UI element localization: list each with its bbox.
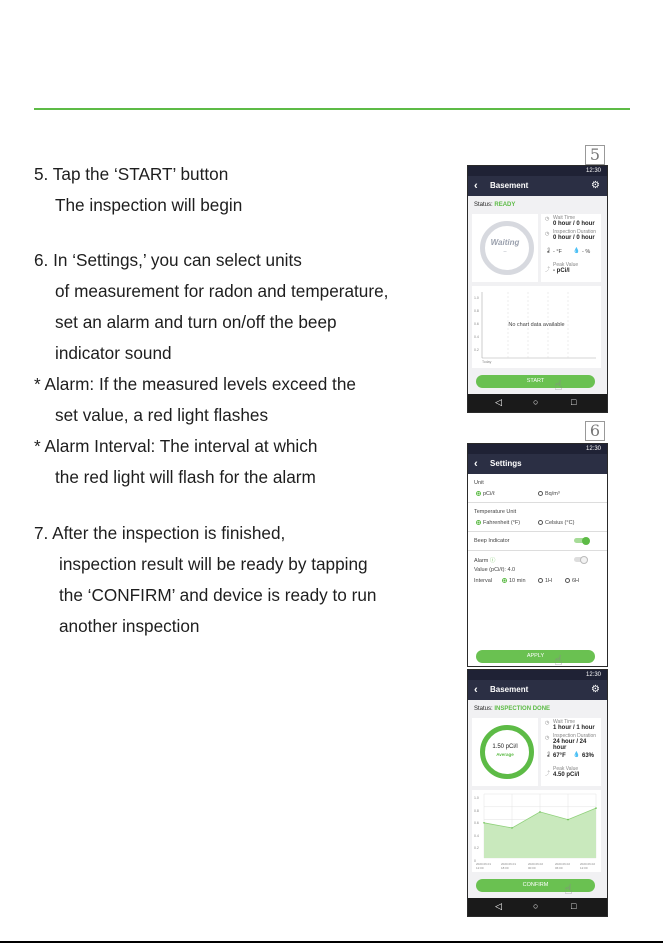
peak-icon: ⤴ <box>545 771 551 777</box>
x-tick: 2020.06.01 18:00 <box>501 862 517 870</box>
radon-area-chart <box>472 790 601 872</box>
duration-value: 24 hour / 24 hour <box>553 739 587 751</box>
temperature-icon: 🌡 <box>545 248 552 254</box>
nav-bar <box>468 898 607 916</box>
series-area <box>484 808 596 858</box>
x-tick: 2020.06.02 06:00 <box>555 862 571 870</box>
gear-icon[interactable]: ⚙ <box>591 684 600 695</box>
interval-option-1h-label: 1H <box>545 578 553 584</box>
step5-subtitle: The inspection will begin <box>55 195 243 215</box>
phone-screen-result <box>467 669 608 917</box>
wait-time-label: Wait Time <box>553 215 576 221</box>
clock: 12:30 <box>585 168 601 174</box>
y-tick: 1.0 <box>474 796 479 800</box>
status-value: INSPECTION DONE <box>494 706 551 712</box>
data-point <box>483 822 485 824</box>
unit-label: Unit <box>474 480 484 486</box>
start-button[interactable]: START <box>476 375 595 388</box>
content-area <box>468 196 607 394</box>
app-bar <box>468 454 607 474</box>
step6-title: 6. In ‘Settings,’ you can select units <box>34 250 302 270</box>
data-point <box>595 807 597 809</box>
radio-selected-icon <box>476 491 481 496</box>
unit-option-pci[interactable] <box>476 491 495 497</box>
timer-icon: ◷ <box>545 735 550 741</box>
wait-time-value: 1 hour / 1 hour <box>553 725 595 731</box>
humidity-value: - % <box>582 249 591 255</box>
beep-toggle-knob <box>582 537 590 545</box>
no-data-message: No chart data available <box>508 322 565 328</box>
confirm-button[interactable]: CONFIRM <box>476 879 595 892</box>
gauge-subtext: -- <box>503 249 507 255</box>
tap-hand-icon: ☝ <box>554 377 563 393</box>
radio-selected-icon <box>502 578 507 583</box>
phone-screen-settings <box>467 443 608 667</box>
divider <box>468 531 607 532</box>
y-tick: 1.0 <box>474 296 479 300</box>
settings-list <box>468 474 607 666</box>
app-bar <box>468 176 607 196</box>
info-card <box>541 718 601 786</box>
status-bar <box>468 670 607 680</box>
tap-hand-icon: ☝ <box>564 881 573 897</box>
status-label: Status: <box>474 706 493 712</box>
radio-icon <box>538 520 543 525</box>
x-tick: Today <box>482 360 492 364</box>
y-tick: 0.8 <box>474 309 479 313</box>
alarm-label <box>474 556 495 564</box>
interval-option-6h-label: 6H <box>572 578 580 584</box>
data-point <box>511 827 513 829</box>
clock-icon: ◷ <box>545 216 550 222</box>
alarm-note-line1: * Alarm: If the measured levels exceed the <box>34 374 356 394</box>
humidity-value: 63% <box>582 753 595 759</box>
screen-title: Basement <box>490 685 529 694</box>
gauge-card <box>472 214 538 282</box>
radio-icon <box>538 491 543 496</box>
beep-indicator-label: Beep Indicator <box>474 538 510 544</box>
nav-back-icon[interactable]: ◁ <box>495 397 502 407</box>
beep-toggle[interactable] <box>574 538 588 543</box>
y-tick: 0.6 <box>474 322 479 326</box>
temp-option-celsius-label: Celsius (°C) <box>545 520 575 526</box>
gauge-card <box>472 718 538 786</box>
status-bar <box>468 444 607 454</box>
temperature-value: - °F <box>553 249 562 255</box>
nav-recent-icon[interactable]: □ <box>571 901 577 911</box>
phone-screen-start <box>467 165 608 413</box>
humidity-icon: 💧 <box>573 752 580 758</box>
gauge-subtext: Average <box>496 752 514 757</box>
gauge-value: 1.50 pCi/l <box>492 744 518 750</box>
interval-option-1h[interactable] <box>538 578 552 584</box>
step7-line3: the ‘CONFIRM’ and device is ready to run <box>59 585 377 605</box>
status-line <box>474 706 550 712</box>
top-divider <box>34 108 630 110</box>
temp-option-fahrenheit-label: Fahrenheit (°F) <box>483 520 521 526</box>
x-tick: 2020.06.02 12:00 <box>580 862 596 870</box>
x-tick: 2020.06.02 00:00 <box>528 862 544 870</box>
interval-note-line1: * Alarm Interval: The interval at which <box>34 436 318 456</box>
chart-card <box>472 286 601 368</box>
step6-line4: indicator sound <box>55 343 172 363</box>
radio-icon <box>538 578 543 583</box>
back-arrow-icon[interactable]: ‹ <box>474 180 478 192</box>
step6-badge: 6 <box>585 421 605 441</box>
info-card <box>541 214 601 282</box>
y-tick: 0.2 <box>474 348 479 352</box>
duration-label: Inspection Duration <box>553 733 597 739</box>
data-point <box>539 811 541 813</box>
alarm-note-line2: set value, a red light flashes <box>55 405 269 425</box>
radio-icon <box>565 578 570 583</box>
x-tick: 2020.06.01 12:00 <box>476 862 492 870</box>
clock: 12:30 <box>585 672 601 678</box>
step6-line3: set an alarm and turn on/off the beep <box>55 312 337 332</box>
y-tick: 0.4 <box>474 833 479 838</box>
clock: 12:30 <box>585 446 601 452</box>
temperature-icon: 🌡 <box>545 752 552 758</box>
clock-icon: ◷ <box>545 720 550 726</box>
nav-bar <box>468 394 607 412</box>
timer-icon: ◷ <box>545 231 550 237</box>
data-point <box>567 819 569 821</box>
step6-line2: of measurement for radon and temperature, <box>55 281 389 301</box>
alarm-toggle-knob <box>580 556 588 564</box>
step7-line4: another inspection <box>59 616 200 636</box>
status-label: Status: <box>474 202 493 208</box>
peak-label: Peak Value <box>553 766 579 772</box>
divider <box>468 550 607 551</box>
wait-time-label: Wait Time <box>553 719 576 725</box>
gear-icon[interactable]: ⚙ <box>591 180 600 191</box>
alarm-label-text: Alarm <box>474 558 489 564</box>
app-bar <box>468 680 607 700</box>
gauge-ring <box>480 221 534 275</box>
screen-title: Settings <box>490 459 522 468</box>
alarm-toggle[interactable] <box>574 557 588 562</box>
peak-label: Peak Value <box>553 262 579 268</box>
y-tick: 0.4 <box>474 335 479 339</box>
nav-back-icon[interactable]: ◁ <box>495 901 502 911</box>
wait-time-value: 0 hour / 0 hour <box>553 221 595 227</box>
step7-line2: inspection result will be ready by tapping <box>59 554 368 574</box>
status-line <box>474 202 515 208</box>
gauge-text: Waiting <box>490 238 520 247</box>
alarm-value: Value (pCi/ℓ): 4.0 <box>474 567 516 573</box>
y-tick: 0.6 <box>474 821 479 826</box>
info-icon[interactable]: ⓘ <box>489 558 496 564</box>
nav-home-icon[interactable]: ○ <box>533 397 539 407</box>
y-tick: 0.2 <box>474 846 479 851</box>
temp-option-fahrenheit[interactable] <box>476 520 520 526</box>
duration-label: Inspection Duration <box>553 229 597 235</box>
back-arrow-icon[interactable]: ‹ <box>474 684 478 696</box>
y-tick: 0 <box>474 858 476 863</box>
interval-option-10min[interactable] <box>502 578 526 584</box>
divider <box>468 502 607 503</box>
unit-option-bq-label: Bq/m³ <box>545 491 560 497</box>
humidity-icon: 💧 <box>573 248 580 254</box>
step5-badge: 5 <box>585 145 605 165</box>
y-tick-labels <box>474 792 479 868</box>
tap-hand-icon: ☝ <box>554 652 563 667</box>
step5-title: 5. Tap the ‘START’ button <box>34 164 229 184</box>
status-value: READY <box>494 202 516 208</box>
content-area <box>468 700 607 898</box>
temperature-unit-label: Temperature Unit <box>474 509 517 515</box>
interval-option-10min-label: 10 min <box>509 578 526 584</box>
unit-option-pci-label: pCi/ℓ <box>483 491 495 497</box>
status-bar <box>468 166 607 176</box>
chart-card <box>472 790 601 872</box>
unit-option-bq[interactable] <box>538 491 560 497</box>
interval-note-line2: the red light will flash for the alarm <box>55 467 316 487</box>
interval-option-6h[interactable] <box>565 578 579 584</box>
back-arrow-icon[interactable]: ‹ <box>474 458 478 470</box>
interval-label: Interval <box>474 578 493 584</box>
screen-title: Basement <box>490 181 529 190</box>
nav-recent-icon[interactable]: □ <box>571 397 577 407</box>
temperature-value: 67°F <box>553 753 566 759</box>
nav-home-icon[interactable]: ○ <box>533 901 539 911</box>
step7-title: 7. After the inspection is finished, <box>34 523 286 543</box>
peak-value: 4.50 pCi/l <box>553 772 580 778</box>
bottom-divider <box>0 941 663 943</box>
temp-option-celsius[interactable] <box>538 520 574 526</box>
y-tick: 0.8 <box>474 808 479 813</box>
apply-button[interactable]: APPLY <box>476 650 595 663</box>
peak-icon: ⤴ <box>545 267 551 273</box>
radio-selected-icon <box>476 520 481 525</box>
duration-value: 0 hour / 0 hour <box>553 235 595 241</box>
peak-value: - pCi/l <box>553 268 570 274</box>
